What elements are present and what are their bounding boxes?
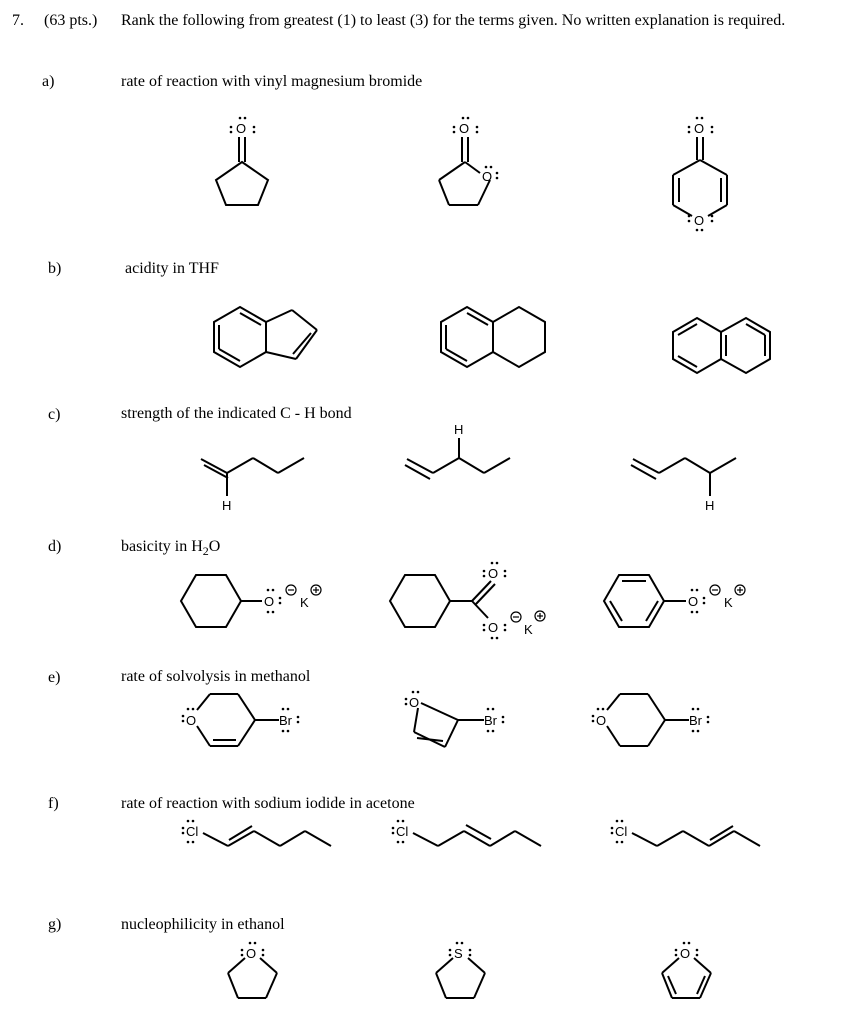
atom-o: O	[488, 620, 499, 635]
atom-cl: Cl	[396, 824, 409, 839]
part-b-letter: b)	[48, 260, 62, 277]
atom-o: O	[688, 594, 699, 609]
atom-cl: Cl	[615, 824, 628, 839]
part-c-prompt: strength of the indicated C - H bond	[121, 405, 352, 422]
atom-s: S	[454, 946, 463, 961]
atom-o: O	[186, 713, 197, 728]
atom-o: O	[459, 121, 470, 136]
atom-o: O	[246, 946, 257, 961]
part-d-prompt-sub: 2	[202, 544, 209, 559]
atom-h: H	[222, 498, 232, 513]
question-number: 7.	[12, 12, 24, 29]
atom-o: O	[482, 169, 493, 184]
atom-o: O	[264, 594, 275, 609]
atom-k: K	[300, 595, 309, 610]
atom-h: H	[705, 498, 715, 513]
part-g-prompt: nucleophilicity in ethanol	[121, 916, 285, 933]
part-f-prompt: rate of reaction with sodium iodide in acetone	[121, 795, 415, 812]
part-d-prompt-main: basicity in H	[121, 538, 203, 555]
atom-k: K	[524, 622, 533, 637]
atom-br: Br	[484, 713, 497, 728]
atom-o: O	[409, 695, 420, 710]
part-e-letter: e)	[48, 669, 61, 686]
part-a-prompt: rate of reaction with vinyl magnesium bromide	[121, 73, 423, 90]
question-points: (63 pts.)	[44, 12, 98, 29]
atom-o: O	[680, 946, 691, 961]
part-d-prompt-tail: O	[208, 538, 221, 555]
part-g-letter: g)	[48, 916, 62, 933]
atom-k: K	[724, 595, 733, 610]
atom-br: Br	[689, 713, 702, 728]
atom-o: O	[488, 566, 499, 581]
atom-o: O	[694, 213, 705, 228]
part-e-prompt: rate of solvolysis in methanol	[121, 668, 311, 685]
question-text: Rank the following from greatest (1) to least (3) for the terms given. No written explanation is required.	[121, 12, 786, 29]
atom-h: H	[454, 422, 464, 437]
part-d-letter: d)	[48, 538, 62, 555]
part-b-prompt: acidity in THF	[125, 260, 219, 277]
part-a-letter: a)	[42, 73, 55, 90]
part-f-letter: f)	[48, 795, 59, 812]
atom-br: Br	[279, 713, 292, 728]
atom-cl: Cl	[186, 824, 199, 839]
part-c-letter: c)	[48, 406, 61, 423]
atom-o: O	[694, 121, 705, 136]
atom-o: O	[596, 713, 607, 728]
atom-o: O	[236, 121, 247, 136]
